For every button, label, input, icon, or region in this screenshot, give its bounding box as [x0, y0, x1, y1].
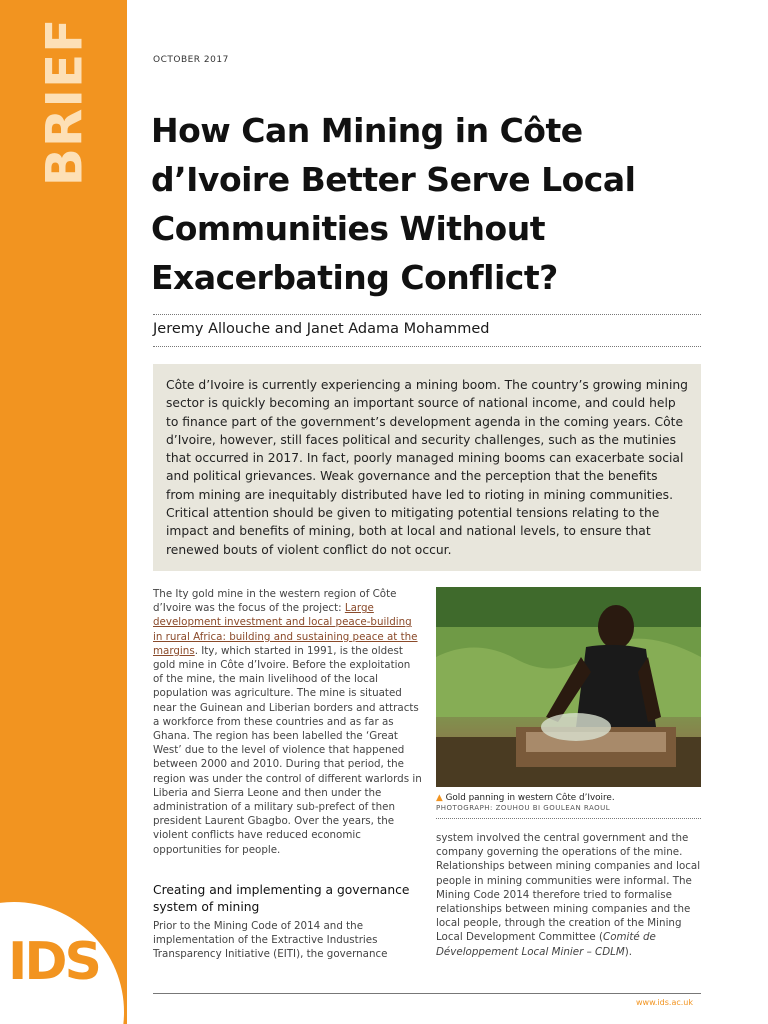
ids-logo: IDS	[8, 932, 99, 992]
website-url[interactable]: www.ids.ac.uk	[636, 998, 693, 1007]
page-title: How Can Mining in Côte d’Ivoire Better Serve Local Communities Without Exacerbating Conflict?	[151, 111, 636, 297]
triangle-icon: ▲	[436, 793, 443, 803]
divider	[153, 314, 701, 315]
brief-label: BRIEF	[35, 17, 93, 187]
body-paragraph: system involved the central government and the company governing the operations of the mine. Relationships between mining companies and local people in mining communities were informal. The Mining Code 2014 therefore tried to formalise relationships between mining companies and the local people, through the creation of the Mining Local Development Committee (Comité de Développement Local Minier – CDLM).	[436, 832, 701, 958]
body-paragraph: Prior to the Mining Code of 2014 and the implementation of the Extractive Industries Transparency Initiative (EITI), the governance	[153, 920, 388, 961]
divider	[436, 818, 701, 819]
project-link[interactable]: Large development investment and local peace-building in rural Africa: building and sustaining peace at the margins	[153, 602, 418, 657]
section-heading: Creating and implementing a governance system of mining	[153, 883, 410, 914]
authors: Jeremy Allouche and Janet Adama Mohammed	[153, 321, 490, 337]
photo-credit: PHOTOGRAPH: ZOUHOU BI GOULEAN RAOUL	[436, 804, 611, 812]
divider	[153, 346, 701, 347]
publication-date: OCTOBER 2017	[153, 55, 229, 65]
footer-rule	[153, 993, 701, 994]
body-paragraph: The Ity gold mine in the western region of Côte d’Ivoire was the focus of the project: Large development investment and local peace-building in rural Africa: building and sustaining peace at the margins. Ity, which started in 1991, is the oldest gold mine in Côte d’Ivoire. Before the exploitation of the mine, the main livelihood of the local population was agriculture. The mine is situated near the Guinean and Liberian borders and attracts a workforce from these countries and as far as Ghana. The region has been labelled the ‘Great West’ due to the level of violence that happened between 2000 and 2010. During that period, the region was under the control of different warlords in Liberia and Sierra Leone and then under the administration of a military sub-prefect of then president Laurent Gbagbo. Over the years, the violent conflicts have reduced economic opportunities for people.	[153, 588, 422, 856]
orange-sidebar	[0, 0, 127, 1024]
body-column-left	[153, 587, 423, 857]
photo-caption: ▲ Gold panning in western Côte d’Ivoire.	[436, 793, 615, 803]
photo-illustration	[436, 587, 701, 787]
summary-box: Côte d’Ivoire is currently experiencing a mining boom. The country’s growing mining sector is quickly becoming an important source of national income, and could help to finance part of the government’s development agenda in the coming years. Côte d’Ivoire, however, still faces political and security challenges, such as the mutinies that occurred in 2017. In fact, poorly managed mining booms can exacerbate social and political grievances. Weak governance and the perception that the benefits from mining are inequitably distributed have led to rioting in mining communities. Critical attention should be given to mitigating potential tensions relating to the impact and benefits of mining, both at local and national levels, to ensure that renewed bouts of violent conflict do not occur.	[153, 364, 701, 571]
gold-panning-photo	[436, 587, 701, 787]
